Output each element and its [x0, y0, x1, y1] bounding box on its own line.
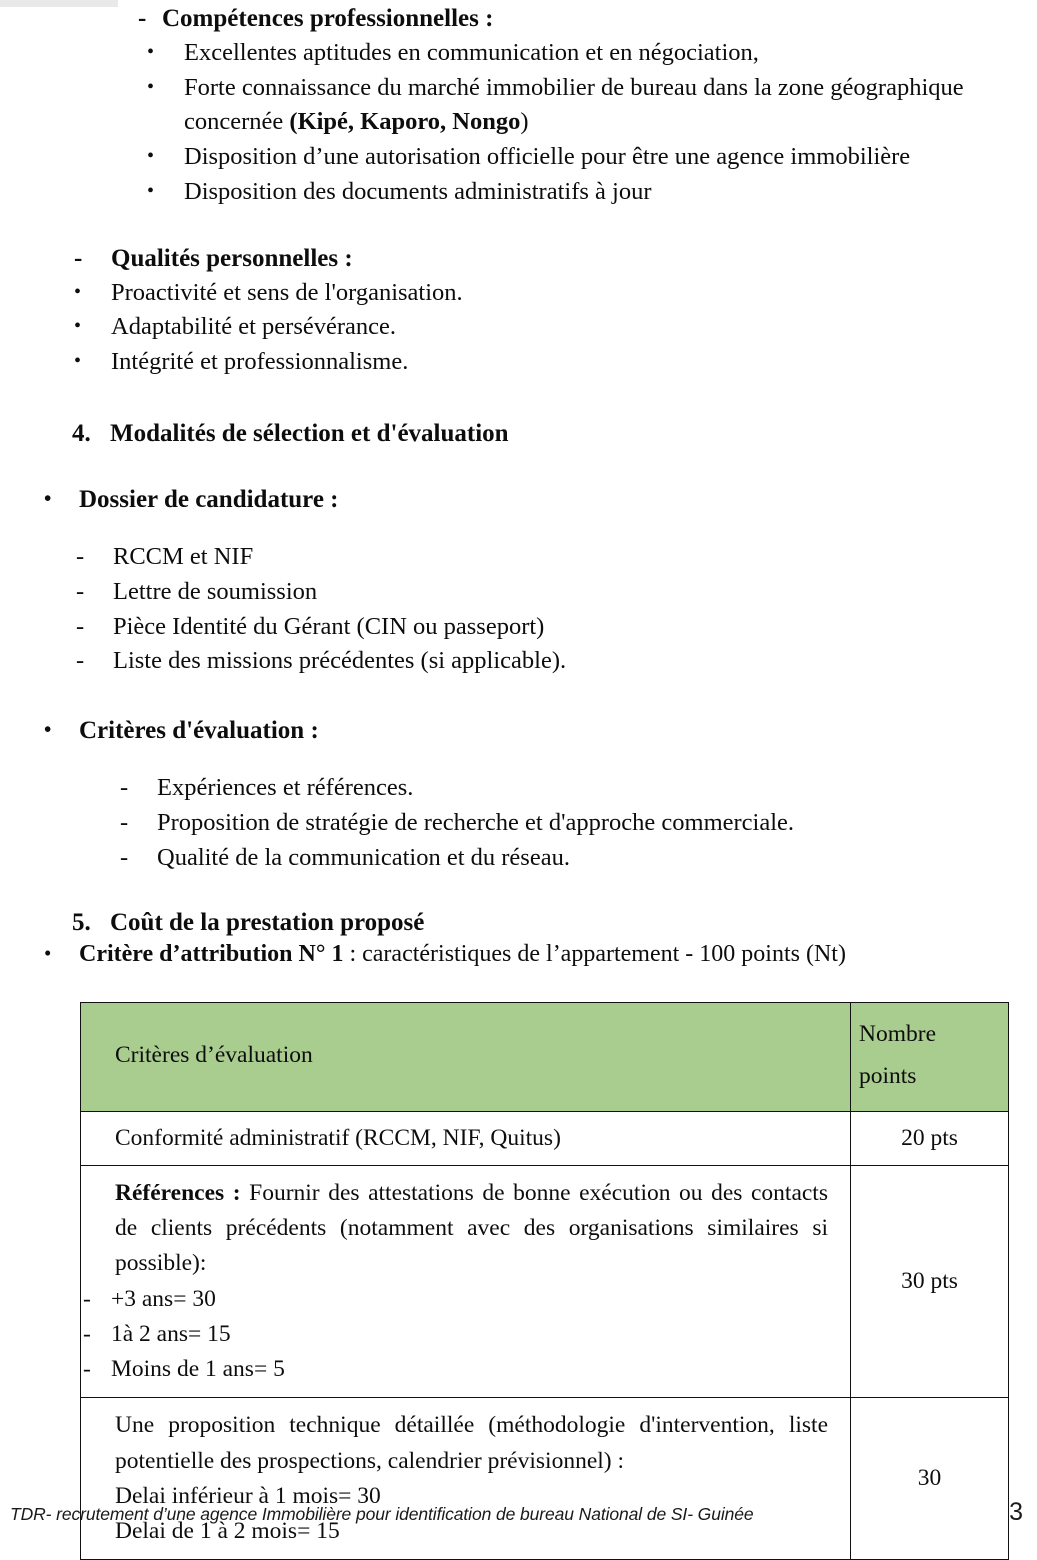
list-item-label: Intégrité et professionnalisme.: [111, 348, 409, 376]
list-item-label: Proposition de stratégie de recherche et d'approche commerciale.: [157, 808, 795, 836]
list-item-label: Adaptabilité et persévérance.: [111, 313, 397, 341]
cell-sub-item-label: +3 ans= 30: [111, 1285, 216, 1312]
table-header: [81, 1003, 1009, 1111]
competences-list: [147, 36, 1037, 210]
section-qualites: [0, 241, 1037, 380]
qualites-heading-label: Qualités personnelles :: [111, 244, 353, 272]
cell-points: 20 pts: [851, 1111, 1009, 1165]
cell-sub-item: [83, 1282, 828, 1317]
section5-number: 5.: [72, 909, 91, 937]
dossier-heading-label: Dossier de candidature :: [79, 486, 339, 513]
list-item: [76, 644, 1037, 679]
column-header-nombre-points: [851, 1003, 1009, 1111]
list-item-text-before: Forte connaissance du marché immobilier de bureau dans la zone géographique concernée: [184, 73, 964, 136]
criteres-heading: [44, 717, 1037, 745]
critere-attribution-rest: : caractéristiques de l’appartement - 100 points (Nt): [343, 941, 846, 968]
evaluation-table: [80, 1002, 1009, 1560]
list-item: [120, 771, 1037, 806]
list-item-label: Disposition des documents administratifs à jour: [184, 177, 652, 205]
cell-paragraph-text: Fournir des attestations de bonne exécution ou des contacts de clients précédents (notamment avec des organisations similaires si possible):: [115, 1179, 828, 1277]
competences-heading: [138, 2, 1037, 36]
cell-paragraph: Une proposition technique détaillée (méthodologie d'intervention, liste potentielle des prospections, calendrier prévisionnel) :: [115, 1412, 828, 1474]
competences-heading-label: Compétences professionnelles :: [162, 5, 494, 32]
table-body: [81, 1111, 1009, 1560]
section-competences: [0, 0, 1037, 210]
dash-marker: -: [83, 1285, 91, 1312]
cell-points: 30: [851, 1398, 1009, 1560]
dossier-heading: [44, 486, 1037, 514]
list-item: [147, 175, 1037, 210]
list-item-label: Pièce Identité du Gérant (CIN ou passeport): [113, 612, 545, 640]
dash-marker: -: [83, 1320, 91, 1347]
bullet-marker: •: [74, 280, 82, 303]
list-item: [147, 71, 1037, 141]
dash-marker: -: [138, 5, 147, 32]
bullet-marker: •: [147, 75, 155, 98]
critere-attribution-line: [44, 941, 1037, 968]
bullet-marker: •: [44, 486, 52, 510]
bullet-marker: •: [147, 179, 155, 202]
section4-title: Modalités de sélection et d'évaluation: [110, 420, 509, 447]
list-item: [74, 310, 1037, 345]
dash-marker: -: [76, 612, 85, 640]
list-item-label: Liste des missions précédentes (si applicable).: [113, 647, 567, 675]
critere-attribution-bold: Critère d’attribution N° 1: [79, 941, 344, 968]
scan-artifact: [0, 0, 118, 7]
list-item-label: Lettre de soumission: [113, 577, 318, 605]
list-item-label: Qualité de la communication et du réseau.: [157, 843, 570, 871]
cell-paragraph: [115, 1176, 828, 1282]
list-item-label: Expériences et références.: [157, 774, 414, 802]
table-header-row: [81, 1003, 1009, 1111]
qualites-heading: [74, 241, 1037, 276]
cell-criteria: [81, 1165, 851, 1398]
cell-sub-item: [83, 1352, 828, 1387]
dash-marker: -: [83, 1356, 91, 1383]
criteres-heading-label: Critères d'évaluation :: [79, 717, 319, 745]
table-row: [81, 1165, 1009, 1398]
list-item-label: Disposition d’une autorisation officielle pour être une agence immobilière: [184, 143, 911, 171]
dash-marker: -: [120, 774, 129, 802]
list-item-label: Excellentes aptitudes en communication et en négociation,: [184, 38, 759, 66]
bullet-marker: •: [74, 315, 82, 338]
criteres-list: [120, 771, 1037, 875]
section5-title: Coût de la prestation proposé: [110, 909, 425, 937]
qualites-list: [74, 276, 1037, 380]
cell-sub-item: [83, 1317, 828, 1352]
list-item-label: [184, 71, 1029, 141]
table-row: [81, 1398, 1009, 1560]
table-row: [81, 1111, 1009, 1165]
spacer: [0, 745, 1037, 771]
dash-marker: -: [76, 647, 85, 675]
cell-extra-line: Delai inférieur à 1 mois= 30: [115, 1482, 381, 1509]
list-item: [120, 806, 1037, 841]
column-header-nombre: Nombre: [859, 1021, 937, 1048]
footer-document-title: TDR- recrutement d’une agence Immobilière pour identification de bureau National de SI- Guinée: [10, 1504, 754, 1524]
cell-extra-line: Delai de 1 à 2 mois= 15: [115, 1518, 340, 1545]
list-item: [76, 540, 1037, 575]
page-footer: [0, 1498, 1037, 1527]
cell-criteria: Conformité administratif (RCCM, NIF, Quitus): [81, 1111, 851, 1165]
bullet-marker: •: [147, 145, 155, 168]
list-item-label: RCCM et NIF: [113, 543, 254, 570]
bullet-marker: •: [74, 350, 82, 373]
list-item-text-bold: (Kipé, Kaporo, Nongo: [289, 108, 521, 136]
cell-sub-item-label: 1à 2 ans= 15: [111, 1320, 231, 1347]
dash-marker: -: [74, 244, 83, 272]
dash-marker: -: [76, 577, 85, 605]
section5-heading: [72, 909, 1037, 937]
dossier-list: [76, 540, 1037, 679]
cell-criteria: [81, 1398, 851, 1560]
bullet-marker: •: [147, 40, 155, 63]
list-item: [147, 36, 1037, 71]
dash-marker: -: [76, 543, 85, 570]
section4-heading: [72, 420, 1037, 448]
list-item: [74, 276, 1037, 311]
list-item: [76, 610, 1037, 645]
cell-points: 30 pts: [851, 1165, 1009, 1398]
spacer: [0, 514, 1037, 540]
cell-label-bold: Références :: [115, 1179, 241, 1206]
critere-attribution-label: [79, 941, 1037, 968]
list-item: [74, 345, 1037, 380]
dash-marker: -: [120, 808, 129, 836]
dash-marker: -: [120, 843, 129, 871]
cell-sub-item-label: Moins de 1 ans= 5: [111, 1356, 285, 1383]
evaluation-table-wrapper: [80, 1002, 1008, 1560]
list-item: [147, 140, 1037, 175]
footer-page-number: 3: [1009, 1498, 1023, 1526]
bullet-marker: •: [44, 717, 52, 742]
section4-number: 4.: [72, 420, 91, 447]
list-item-label: Proactivité et sens de l'organisation.: [111, 278, 463, 306]
list-item-text-after: ): [520, 108, 529, 136]
list-item: [120, 841, 1037, 876]
column-header-points: points: [859, 1062, 917, 1089]
bullet-marker: •: [44, 941, 52, 966]
list-item: [76, 575, 1037, 610]
column-header-criteres: Critères d’évaluation: [81, 1003, 851, 1111]
